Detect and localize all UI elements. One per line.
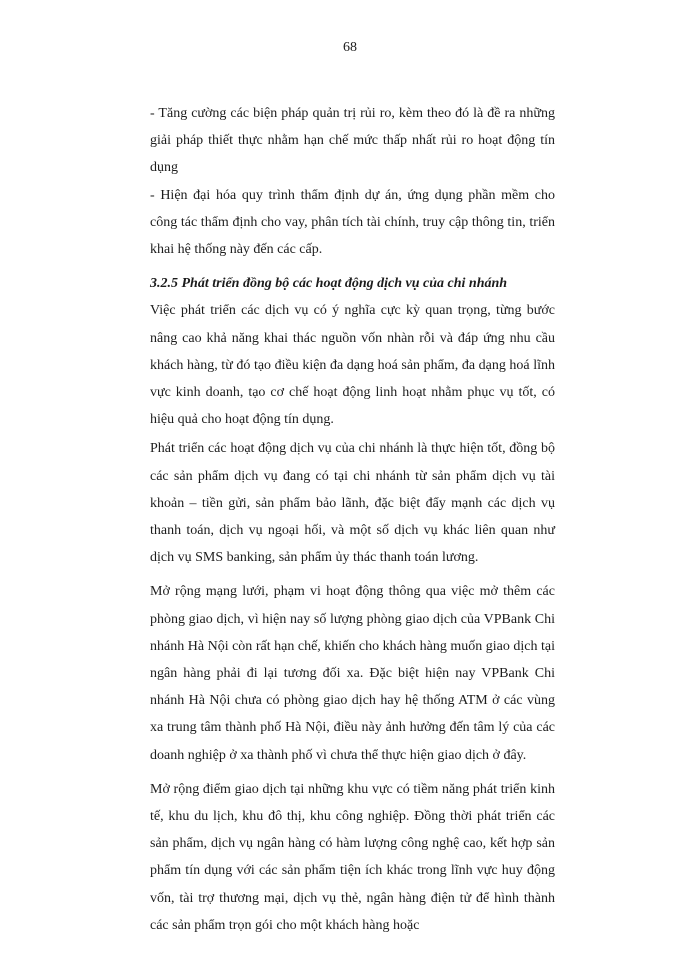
bullet-paragraph: - Hiện đại hóa quy trình thẩm định dự án, ứng dụng phần mềm cho công tác thẩm định cho vay, phân tích tài chính, truy cập thông tin, triển khai hệ thống này đến các cấp. bbox=[150, 187, 555, 258]
body-paragraph: Việc phát triển các dịch vụ có ý nghĩa cực kỳ quan trọng, từng bước nâng cao khả năng khai thác nguồn vốn nhàn rỗi và đáp ứng nhu cầu khách hàng, từ đó tạo điều kiện đa dạng hoá sản phẩm, đa dạng hoá lĩnh vực kinh doanh, tạo cơ chế hoạt động linh hoạt nhằm phục vụ tốt, có hiệu quả cho hoạt động tín dụng. bbox=[150, 303, 555, 428]
body-paragraph: Mở rộng điểm giao dịch tại những khu vực có tiềm năng phát triển kinh tế, khu du lịch, khu đô thị, khu công nghiệp. Đồng thời phát triển các sản phẩm, dịch vụ ngân hàng có hàm lượng công nghệ cao, kết hợp sản phẩm tín dụng với các sản phẩm tiện ích khác trong lĩnh vực huy động vốn, tài trợ thương mại, dịch vụ thẻ, ngân hàng điện tử để hình thành các sản phẩm trọn gói cho một khách hàng hoặc bbox=[150, 781, 555, 933]
page-number: 68 bbox=[343, 40, 357, 55]
section-heading: 3.2.5 Phát triển đồng bộ các hoạt động dịch vụ của chi nhánh bbox=[150, 276, 508, 292]
bullet-paragraph: - Tăng cường các biện pháp quản trị rủi ro, kèm theo đó là đề ra những giải pháp thiết thực nhằm hạn chế mức thấp nhất rủi ro hoạt động tín dụng bbox=[150, 106, 555, 176]
body-paragraph: Mở rộng mạng lưới, phạm vi hoạt động thông qua việc mở thêm các phòng giao dịch, vì hiện nay số lượng phòng giao dịch của VPBank Chi nhánh Hà Nội còn rất hạn chế, khiến cho khách hàng muốn giao dịch tại ngân hàng phải đi lại tương đối xa. Đặc biệt hiện nay VPBank Chi nhánh Hà Nội chưa có phòng giao dịch hay hệ thống ATM ở các vùng xa trung tâm thành phố Hà Nội, điều này ảnh hưởng đến tâm lý của các doanh nghiệp ở xa thành phố vì chưa thể thực hiện giao dịch ở đây. bbox=[150, 584, 555, 763]
page-body bbox=[150, 100, 555, 939]
body-paragraph: Phát triển các hoạt động dịch vụ của chi nhánh là thực hiện tốt, đồng bộ các sản phẩm dịch vụ đang có tại chi nhánh từ sản phẩm dịch vụ tài khoản – tiền gửi, sản phẩm bảo lãnh, đặc biệt đẩy mạnh các dịch vụ thanh toán, dịch vụ ngoại hối, và một số dịch vụ khác liên quan như dịch vụ SMS banking, sản phẩm ủy thác thanh toán lương. bbox=[150, 441, 555, 566]
